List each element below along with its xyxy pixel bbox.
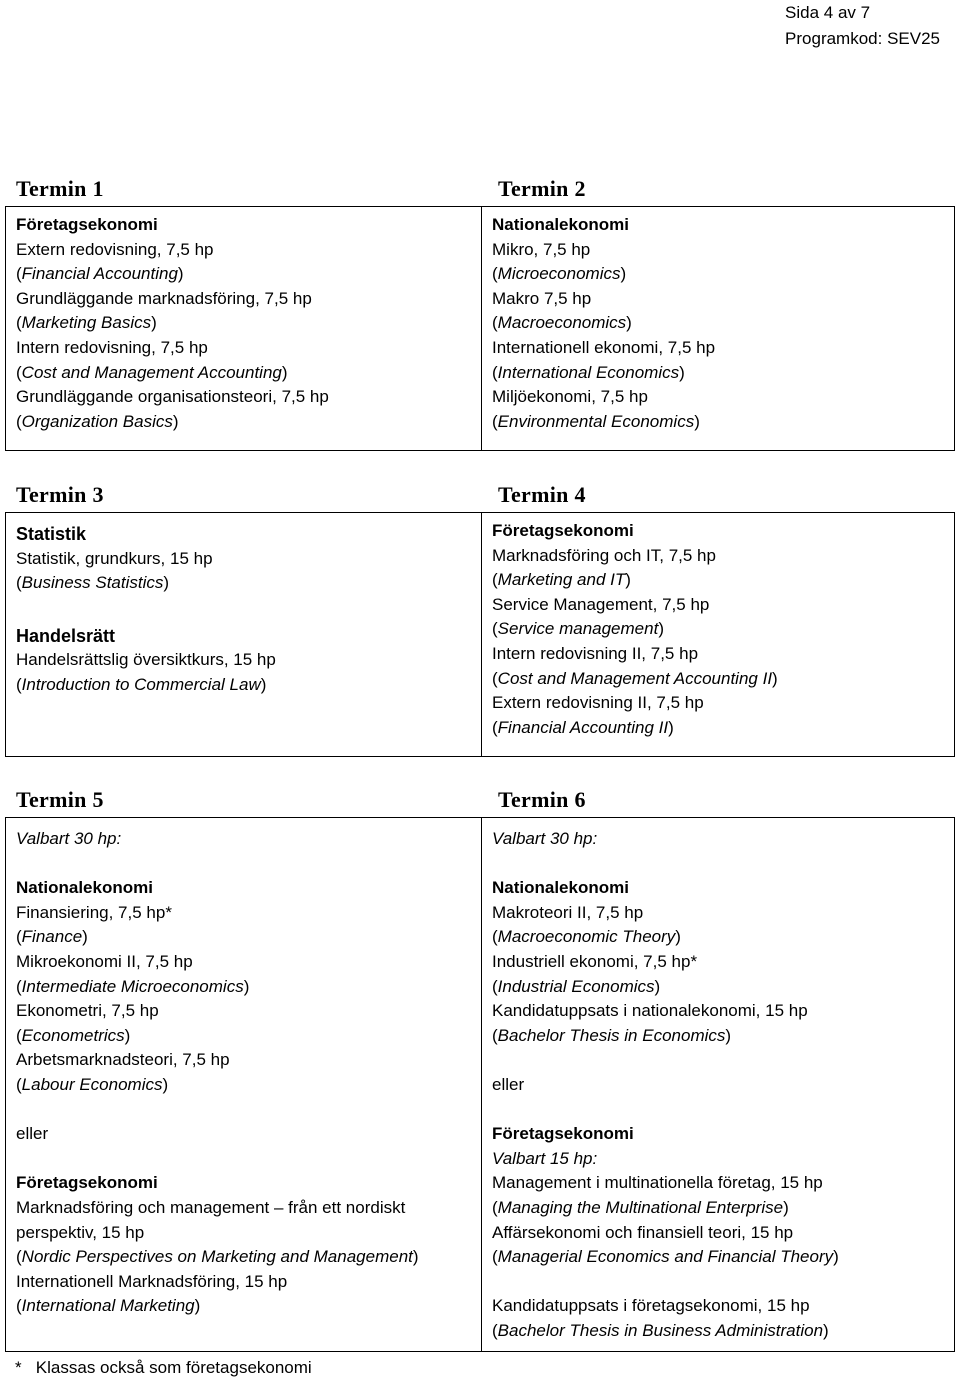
term-3-heading: Termin 3 bbox=[16, 482, 104, 507]
course-name: Makroteori II, 7,5 hp bbox=[492, 902, 644, 922]
course-english: (International Marketing) bbox=[16, 1296, 201, 1316]
course-english: (Introduction to Commercial Law) bbox=[16, 674, 267, 694]
term-2-cell bbox=[482, 207, 954, 450]
term-3-4-table bbox=[5, 512, 955, 757]
course-english: (Business Statistics) bbox=[16, 573, 170, 593]
page-number: Sida 4 av 7 bbox=[785, 3, 871, 22]
course-english: (Bachelor Thesis in Economics) bbox=[492, 1025, 732, 1045]
course-name: Kandidatuppsats i nationalekonomi, 15 hp bbox=[492, 1001, 808, 1021]
term-3-cell bbox=[6, 513, 482, 756]
course-name: Intern redovisning, 7,5 hp bbox=[16, 337, 208, 357]
subject-label: Nationalekonomi bbox=[492, 215, 629, 234]
course-name: Marknadsföring och IT, 7,5 hp bbox=[492, 545, 716, 565]
course-english: (Econometrics) bbox=[16, 1025, 131, 1045]
course-name: Mikroekonomi II, 7,5 hp bbox=[16, 951, 193, 971]
course-name: Management i multinationella företag, 15 hp bbox=[492, 1173, 823, 1193]
program-code: Programkod: SEV25 bbox=[785, 29, 940, 48]
course-name: Grundläggande organisationsteori, 7,5 hp bbox=[16, 387, 329, 407]
course-name-cont: perspektiv, 15 hp bbox=[16, 1222, 145, 1242]
elective-label: Valbart 30 hp: bbox=[492, 829, 598, 848]
term-1-heading: Termin 1 bbox=[16, 176, 104, 201]
term-5-cell bbox=[6, 818, 482, 1351]
subject-label: Företagsekonomi bbox=[492, 1124, 634, 1144]
course-english: (Bachelor Thesis in Business Administration) bbox=[492, 1320, 829, 1340]
term-1-2-table bbox=[5, 206, 955, 451]
course-name: Miljöekonomi, 7,5 hp bbox=[492, 387, 648, 407]
subject-label: Företagsekonomi bbox=[16, 1173, 158, 1193]
term-6-heading: Termin 6 bbox=[498, 787, 586, 812]
course-name: Statistik, grundkurs, 15 hp bbox=[16, 548, 213, 568]
term-5-heading: Termin 5 bbox=[16, 787, 104, 812]
course-english: (Labour Economics) bbox=[16, 1074, 169, 1094]
term-4-cell bbox=[482, 513, 954, 756]
subject-label: Företagsekonomi bbox=[16, 215, 158, 234]
course-name: Kandidatuppsats i företagsekonomi, 15 hp bbox=[492, 1296, 810, 1316]
footnote bbox=[15, 1356, 312, 1380]
term-1-cell bbox=[6, 207, 482, 450]
subject-label: Nationalekonomi bbox=[492, 878, 629, 898]
term-4-heading: Termin 4 bbox=[498, 482, 586, 507]
subject-label: Nationalekonomi bbox=[16, 878, 153, 898]
or-label: eller bbox=[492, 1074, 525, 1094]
page-header bbox=[785, 0, 940, 52]
course-english: (Macroeconomics) bbox=[492, 313, 632, 333]
course-name: Grundläggande marknadsföring, 7,5 hp bbox=[16, 288, 312, 308]
course-english: (Managing the Multinational Enterprise) bbox=[492, 1197, 789, 1217]
course-name: Extern redovisning II, 7,5 hp bbox=[492, 693, 704, 713]
course-english: (Intermediate Microeconomics) bbox=[16, 976, 250, 996]
subject-label: Företagsekonomi bbox=[492, 521, 634, 540]
course-english: (International Economics) bbox=[492, 362, 685, 382]
course-name: Service Management, 7,5 hp bbox=[492, 594, 710, 614]
course-name: Intern redovisning II, 7,5 hp bbox=[492, 643, 699, 663]
course-name: Arbetsmarknadsteori, 7,5 hp bbox=[16, 1050, 230, 1070]
course-english: (Macroeconomic Theory) bbox=[492, 927, 681, 947]
course-name: Internationell ekonomi, 7,5 hp bbox=[492, 337, 716, 357]
course-english: (Nordic Perspectives on Marketing and Management) bbox=[16, 1247, 419, 1267]
term-5-6-table bbox=[5, 817, 955, 1352]
elective-label: Valbart 30 hp: bbox=[16, 829, 122, 848]
course-english: (Managerial Economics and Financial Theory) bbox=[492, 1247, 839, 1267]
or-label: eller bbox=[16, 1124, 49, 1144]
subject-label: Handelsrätt bbox=[16, 625, 116, 646]
course-english: (Cost and Management Accounting II) bbox=[492, 668, 778, 688]
course-name: Makro 7,5 hp bbox=[492, 288, 592, 308]
course-english: (Marketing and IT) bbox=[492, 570, 631, 590]
course-english: (Financial Accounting II) bbox=[492, 717, 674, 737]
term-6-cell bbox=[482, 818, 954, 1351]
course-english: (Financial Accounting) bbox=[16, 264, 184, 284]
course-name: Marknadsföring och management – från ett nordiskt bbox=[16, 1197, 406, 1217]
course-name: Affärsekonomi och finansiell teori, 15 hp bbox=[492, 1222, 794, 1242]
course-english: (Cost and Management Accounting) bbox=[16, 362, 288, 382]
course-english: (Environmental Economics) bbox=[492, 411, 700, 431]
footnote-text: Klassas också som företagsekonomi bbox=[35, 1358, 312, 1377]
course-english: (Organization Basics) bbox=[16, 411, 179, 431]
subject-label: Statistik bbox=[16, 524, 87, 544]
course-name: Handelsrättslig översiktkurs, 15 hp bbox=[16, 650, 276, 670]
course-name: Finansiering, 7,5 hp* bbox=[16, 902, 172, 922]
course-name: Internationell Marknadsföring, 15 hp bbox=[16, 1271, 288, 1291]
course-name: Extern redovisning, 7,5 hp bbox=[16, 239, 214, 259]
course-english: (Marketing Basics) bbox=[16, 313, 157, 333]
course-english: (Finance) bbox=[16, 927, 88, 947]
term-2-heading: Termin 2 bbox=[498, 176, 586, 201]
course-name: Mikro, 7,5 hp bbox=[492, 239, 591, 259]
course-english: (Industrial Economics) bbox=[492, 976, 661, 996]
footnote-mark: * bbox=[15, 1358, 22, 1377]
elective-label: Valbart 15 hp: bbox=[492, 1148, 598, 1168]
course-english: (Microeconomics) bbox=[492, 264, 627, 284]
course-name: Ekonometri, 7,5 hp bbox=[16, 1001, 159, 1021]
course-english: (Service management) bbox=[492, 619, 664, 639]
course-name: Industriell ekonomi, 7,5 hp* bbox=[492, 951, 698, 971]
